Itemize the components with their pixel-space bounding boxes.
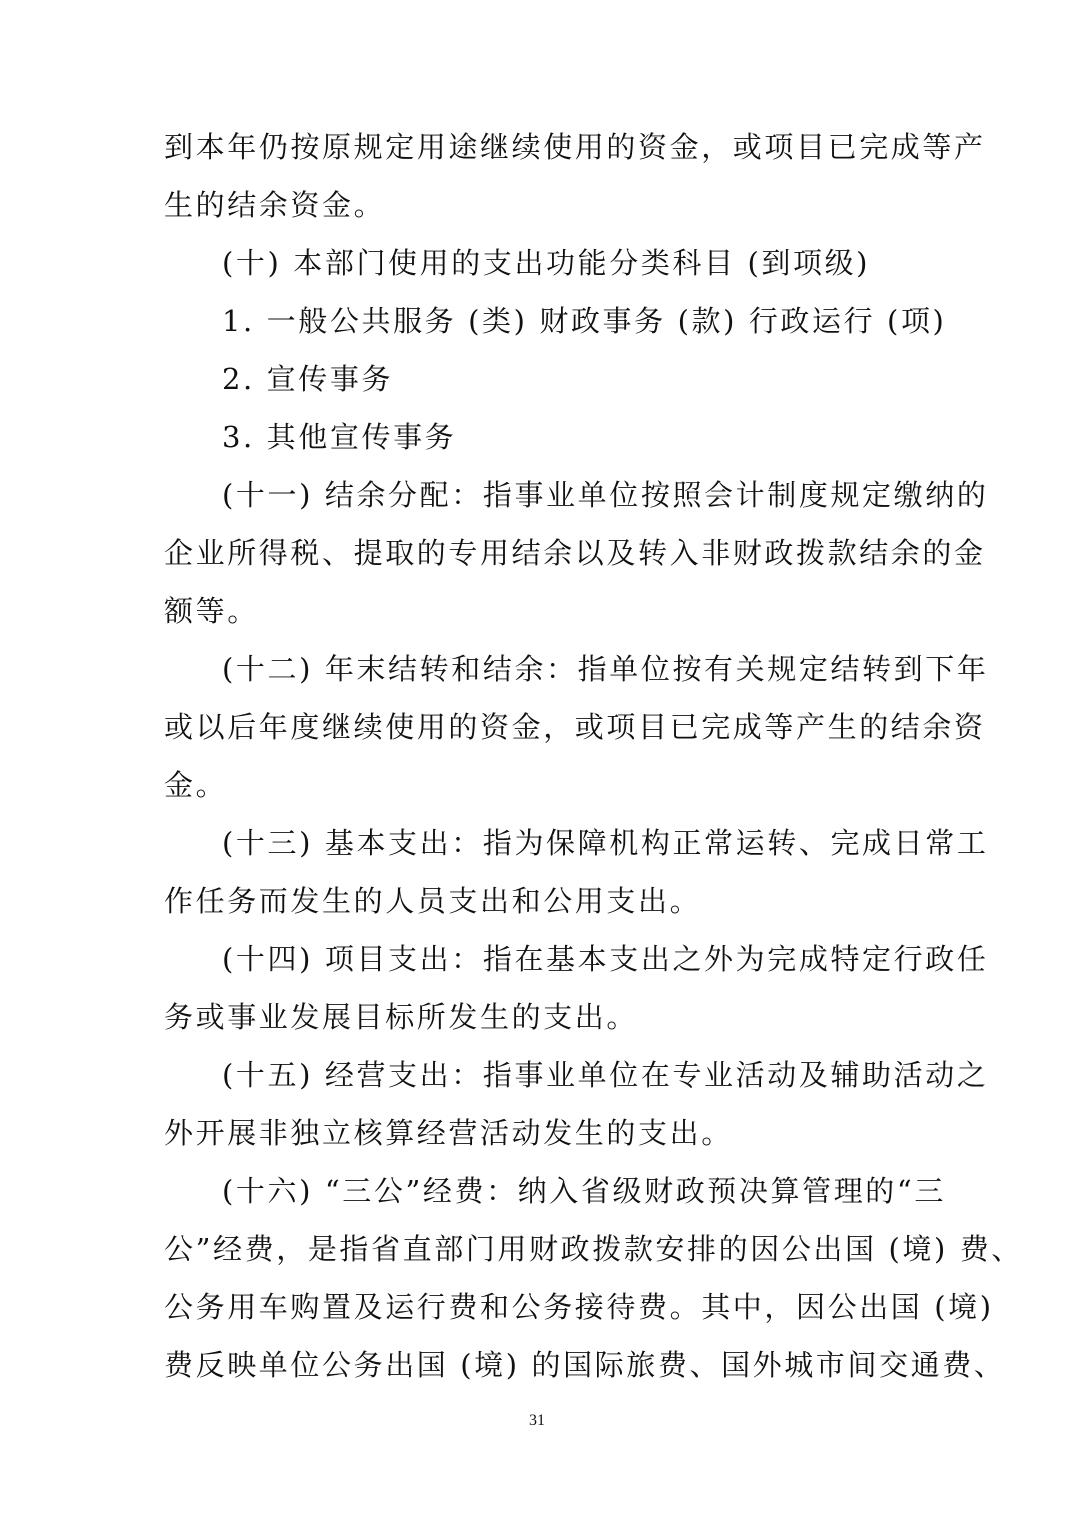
paragraph-start: (十六) “三公”经费：纳入省级财政预决算管理的“三 xyxy=(222,1174,946,1208)
text-line: 公务用车购置及运行费和公务接待费。其中，因公出国 (境) xyxy=(164,1290,994,1324)
paragraph-start: (十五) 经营支出：指事业单位在专业活动及辅助活动之 xyxy=(222,1058,989,1092)
list-item: 3. 其他宣传事务 xyxy=(222,420,457,454)
paragraph-start: (十二) 年末结转和结余：指单位按有关规定结转到下年 xyxy=(222,652,989,686)
list-item: 2. 宣传事务 xyxy=(222,362,394,396)
text-line: 额等。 xyxy=(164,594,259,628)
text-line: 或以后年度继续使用的资金，或项目已完成等产生的结余资 xyxy=(164,710,986,744)
list-item: 1. 一般公共服务 (类) 财政事务 (款) 行政运行 (项) xyxy=(222,304,947,338)
text-line: 到本年仍按原规定用途继续使用的资金，或项目已完成等产 xyxy=(164,130,986,164)
section-heading: (十) 本部门使用的支出功能分类科目 (到项级) xyxy=(222,246,871,280)
text-line: 务或事业发展目标所发生的支出。 xyxy=(164,1000,639,1034)
paragraph-start: (十一) 结余分配：指事业单位按照会计制度规定缴纳的 xyxy=(222,478,989,512)
text-line: 金。 xyxy=(164,768,228,802)
text-line: 作任务而发生的人员支出和公用支出。 xyxy=(164,884,702,918)
paragraph-start: (十三) 基本支出：指为保障机构正常运转、完成日常工 xyxy=(222,826,989,860)
paragraph-start: (十四) 项目支出：指在基本支出之外为完成特定行政任 xyxy=(222,942,989,976)
text-line: 费反映单位公务出国 (境) 的国际旅费、国外城市间交通费、 xyxy=(164,1348,1006,1382)
body-text xyxy=(164,118,1023,1394)
text-line: 公”经费，是指省直部门用财政拨款安排的因公出国 (境) 费、 xyxy=(164,1232,1023,1266)
page-number: 31 xyxy=(529,1412,545,1429)
text-line: 生的结余资金。 xyxy=(164,188,386,222)
text-line: 企业所得税、提取的专用结余以及转入非财政拨款结余的金 xyxy=(164,536,986,570)
text-line: 外开展非独立核算经营活动发生的支出。 xyxy=(164,1116,733,1150)
